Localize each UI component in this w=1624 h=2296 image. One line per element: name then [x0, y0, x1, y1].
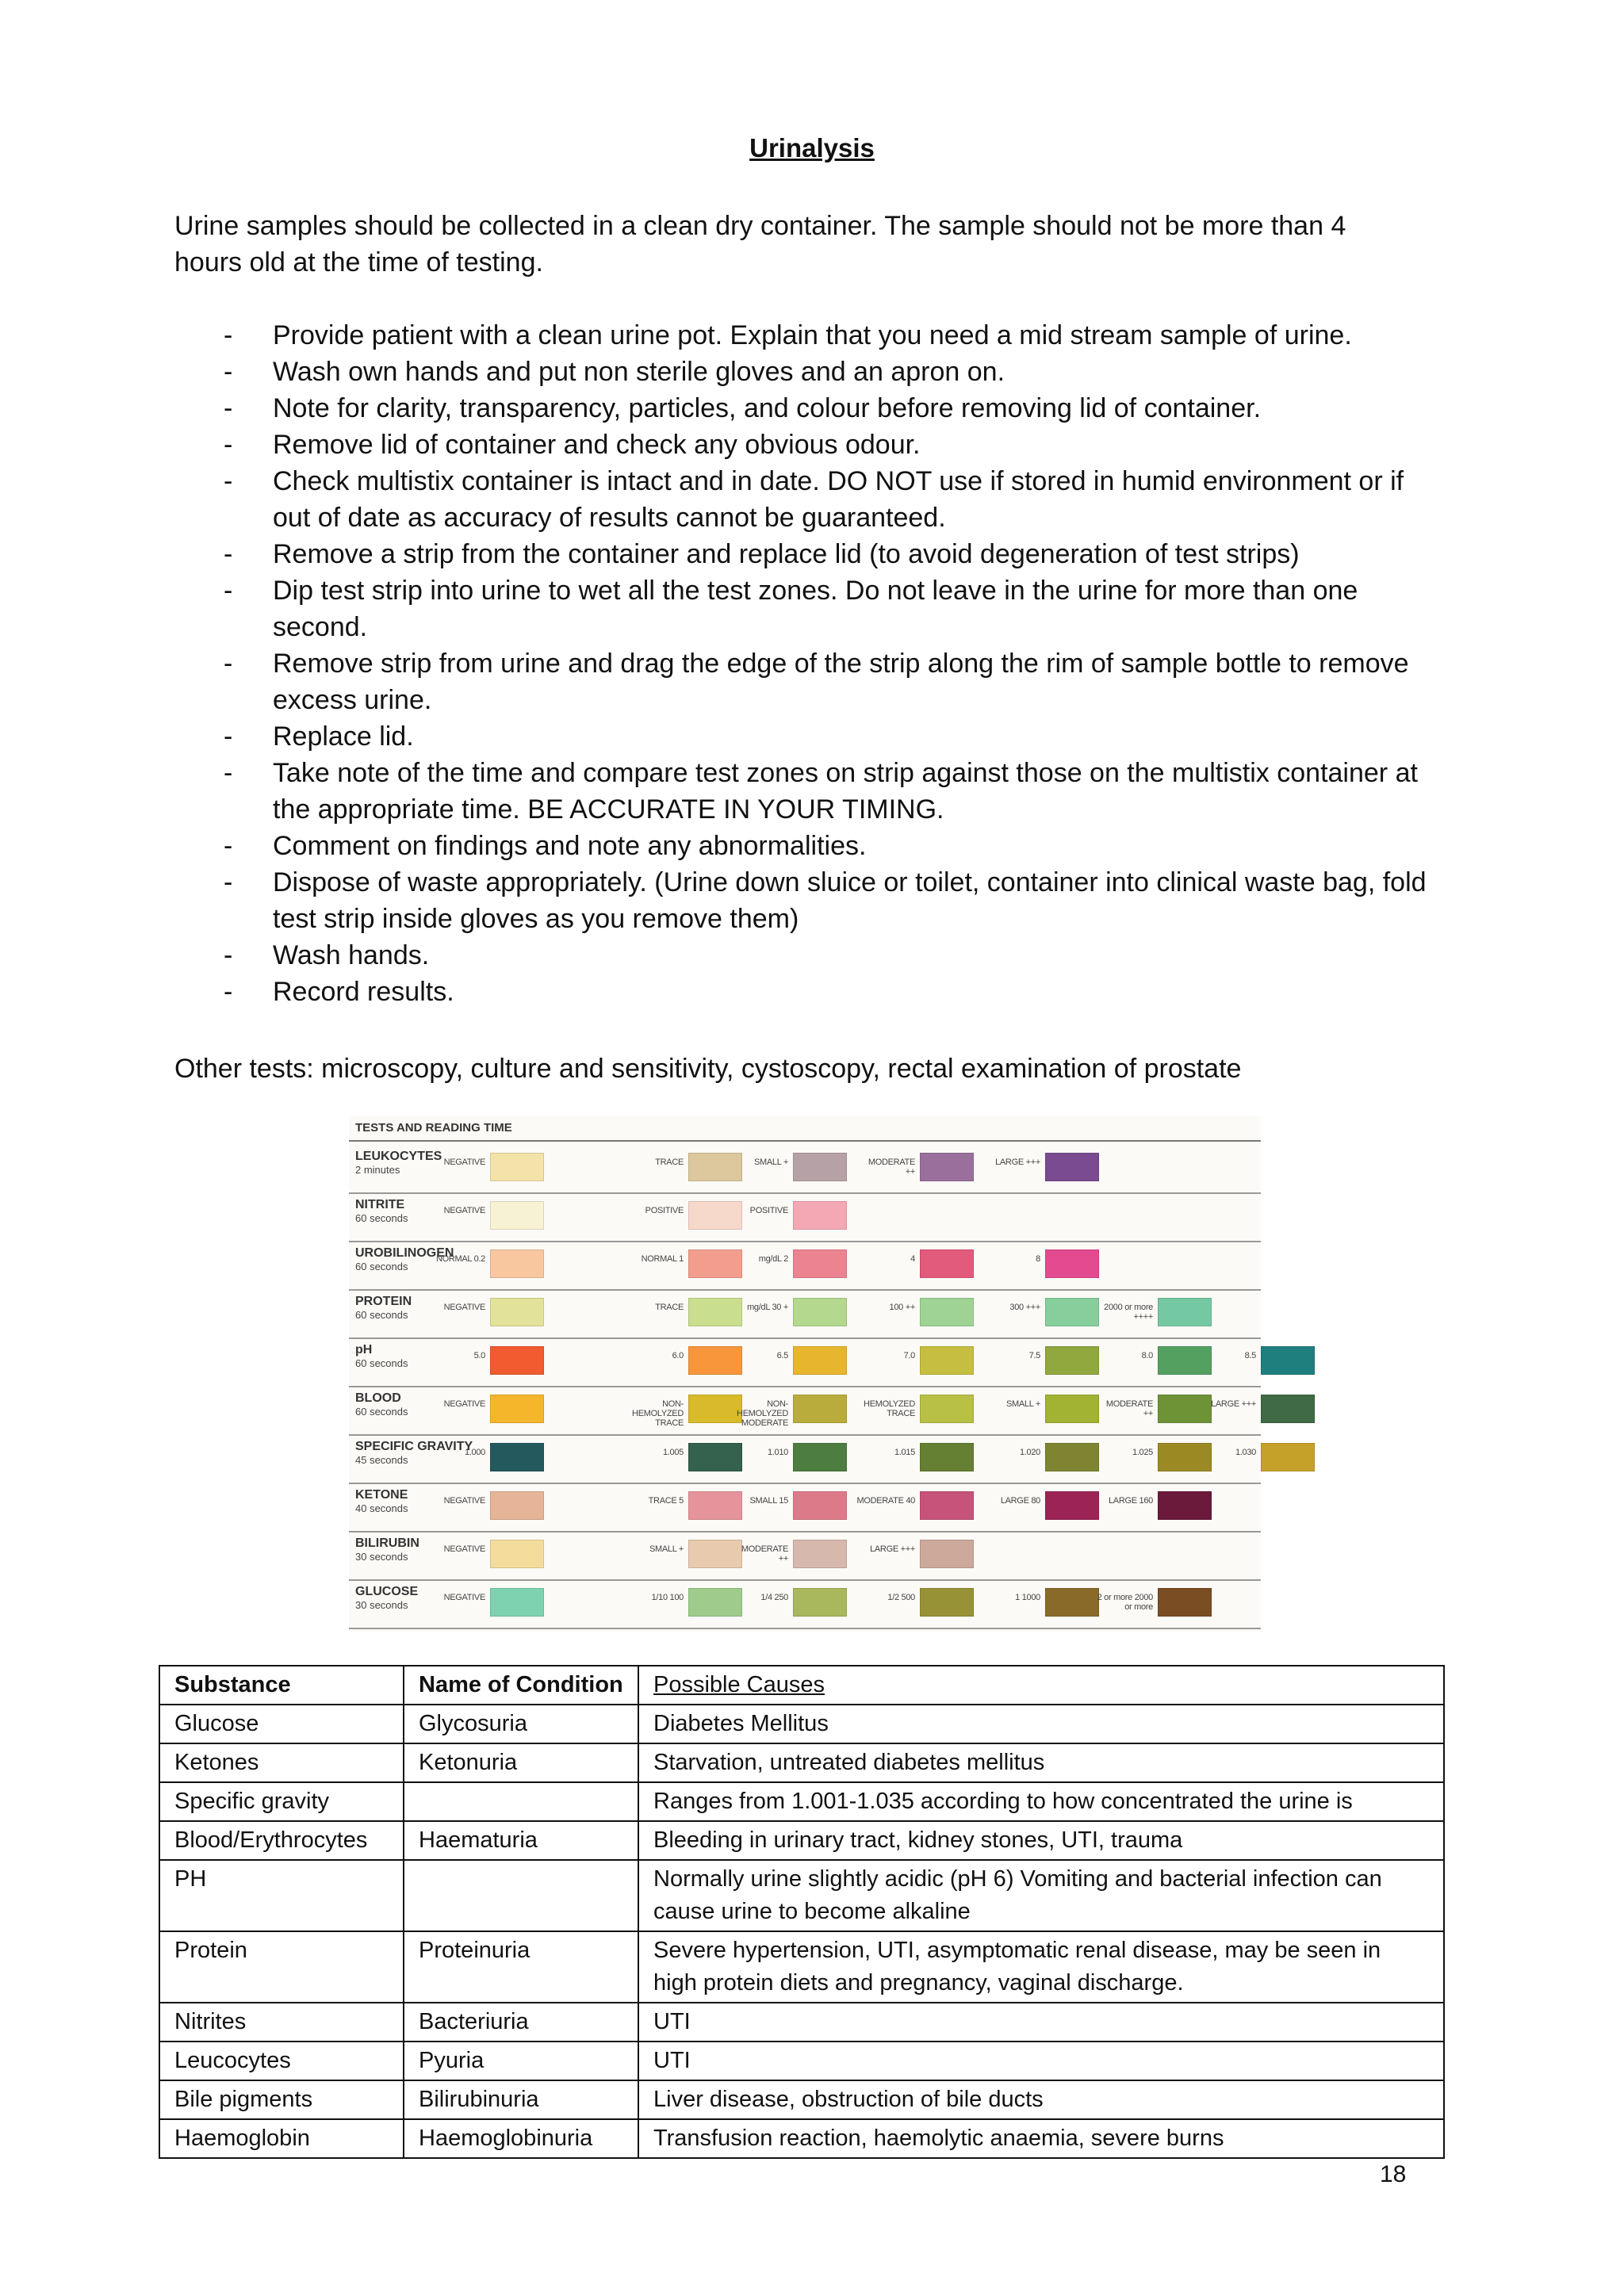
- colour-pad: [1045, 1395, 1099, 1423]
- list-item: [174, 427, 1443, 463]
- colour-pad: [490, 1153, 544, 1181]
- colour-pad: [1261, 1395, 1315, 1423]
- test-reading-time: 45 seconds: [355, 1454, 408, 1466]
- list-bullet: -: [224, 758, 233, 788]
- pad-label: MODERATE ++: [1105, 1399, 1153, 1418]
- condition-cell: Haemoglobinuria: [404, 2119, 638, 2158]
- colour-pad: [793, 1443, 847, 1471]
- header-causes: Possible Causes: [638, 1666, 1444, 1705]
- colour-pad: [920, 1491, 974, 1520]
- list-item: [174, 718, 1443, 755]
- pad-label: mg/dL 2: [758, 1254, 788, 1264]
- pad-label: 7.0: [903, 1351, 915, 1360]
- list-item: [174, 828, 1443, 864]
- pad-label: 8: [1036, 1254, 1040, 1264]
- colour-pad: [793, 1588, 847, 1617]
- list-item: [174, 864, 1443, 937]
- step-text: Remove strip from urine and drag the edge of the strip along the rim of sample bottle to remove excess urine.: [273, 649, 1409, 715]
- page-title: Urinalysis: [749, 133, 875, 163]
- test-reading-time: 30 seconds: [355, 1551, 408, 1563]
- step-text: Remove lid of container and check any obvious odour.: [273, 430, 921, 460]
- test-reading-time: 30 seconds: [355, 1599, 408, 1611]
- pad-label: NEGATIVE: [443, 1303, 485, 1312]
- colour-pad: [920, 1395, 974, 1423]
- condition-cell: Glycosuria: [404, 1705, 638, 1743]
- pad-label: SMALL +: [1005, 1399, 1040, 1409]
- pad-label: LARGE 80: [1000, 1496, 1040, 1506]
- list-item: [174, 755, 1443, 828]
- colour-pad: [793, 1540, 847, 1568]
- step-text: Note for clarity, transparency, particles, and colour before removing lid of container.: [273, 393, 1262, 423]
- list-item: [174, 390, 1443, 427]
- pad-label: LARGE +++: [1211, 1399, 1256, 1409]
- step-text: Take note of the time and compare test zones on strip against those on the multistix container at the appropriate time. BE ACCURATE IN YOUR TIMING.: [273, 758, 1418, 825]
- colour-pad: [490, 1249, 544, 1278]
- causes-cell: Starvation, untreated diabetes mellitus: [638, 1743, 1444, 1782]
- pad-label: TRACE: [655, 1303, 684, 1312]
- list-item: [174, 572, 1443, 645]
- header-condition: Name of Condition: [404, 1666, 638, 1705]
- pad-label: NEGATIVE: [443, 1399, 485, 1409]
- colour-pad: [1158, 1298, 1212, 1326]
- step-text: Provide patient with a clean urine pot. Explain that you need a mid stream sample of urine.: [273, 320, 1352, 350]
- step-text: Replace lid.: [273, 721, 414, 752]
- pad-label: 1/4 250: [760, 1593, 788, 1602]
- table-row: [159, 2119, 1444, 2158]
- test-name: BLOOD: [355, 1391, 401, 1405]
- table-header-row: [159, 1666, 1444, 1705]
- colour-pad: [1045, 1249, 1099, 1278]
- pad-label: MODERATE ++: [741, 1544, 788, 1563]
- test-name: LEUKOCYTES: [355, 1150, 442, 1163]
- colour-pad: [490, 1346, 544, 1375]
- causes-cell: Normally urine slightly acidic (pH 6) Vomiting and bacterial infection can cause urine to become alkaline: [638, 1860, 1444, 1931]
- colour-pad: [490, 1201, 544, 1230]
- table-row: [159, 2080, 1444, 2119]
- other-tests: Other tests: microscopy, culture and sensitivity, cystoscopy, rectal examination of prostate: [174, 1054, 1242, 1084]
- table-row: [159, 1821, 1444, 1860]
- pad-label: TRACE 5: [648, 1496, 684, 1506]
- colour-pad: [1045, 1491, 1099, 1520]
- colour-pad: [490, 1298, 544, 1326]
- colour-pad: [1261, 1346, 1315, 1375]
- pad-label: 1/2 500: [887, 1593, 915, 1602]
- pad-label: NORMAL 1: [641, 1254, 684, 1264]
- multistix-colour-chart: [349, 1116, 1261, 1632]
- causes-cell: Ranges from 1.001-1.035 according to how concentrated the urine is: [638, 1782, 1444, 1821]
- pad-label: 1.025: [1132, 1448, 1153, 1457]
- list-bullet: -: [224, 357, 233, 387]
- test-name: SPECIFIC GRAVITY: [355, 1440, 473, 1453]
- pad-label: SMALL +: [649, 1544, 684, 1554]
- condition-cell: [404, 1782, 638, 1821]
- pad-label: MODERATE 40: [856, 1496, 915, 1506]
- colour-pad: [490, 1443, 544, 1471]
- table-row: [159, 1782, 1444, 1821]
- test-reading-time: 60 seconds: [355, 1357, 408, 1369]
- list-item: [174, 463, 1443, 536]
- pad-label: 5.0: [473, 1351, 485, 1360]
- causes-cell: Liver disease, obstruction of bile ducts: [638, 2080, 1444, 2119]
- colour-pad: [490, 1540, 544, 1568]
- list-bullet: -: [224, 393, 233, 423]
- substance-cell: Blood/Erythrocytes: [159, 1821, 404, 1860]
- list-bullet: -: [224, 576, 233, 606]
- pad-label: NON-HEMOLYZED TRACE: [632, 1399, 684, 1428]
- pad-label: 2000 or more ++++: [1104, 1303, 1153, 1322]
- colour-pad: [793, 1491, 847, 1520]
- step-text: Wash own hands and put non sterile gloves and an apron on.: [273, 357, 1005, 387]
- pad-label: SMALL +: [753, 1158, 788, 1167]
- causes-cell: UTI: [638, 2003, 1444, 2042]
- step-text: Dip test strip into urine to wet all the test zones. Do not leave in the urine for more than one second.: [273, 576, 1358, 642]
- procedure-steps: [174, 317, 1443, 1010]
- chart-divider: [349, 1140, 1261, 1142]
- pad-label: 300 +++: [1009, 1303, 1040, 1312]
- causes-cell: Transfusion reaction, haemolytic anaemia, severe burns: [638, 2119, 1444, 2158]
- table-row: [159, 2042, 1444, 2080]
- pad-label: 1.010: [767, 1448, 788, 1457]
- chart-row: [349, 1193, 1261, 1242]
- step-text: Wash hands.: [273, 940, 430, 970]
- colour-pad: [920, 1249, 974, 1278]
- pad-label: NEGATIVE: [443, 1206, 485, 1215]
- pad-label: NEGATIVE: [443, 1496, 485, 1506]
- substance-cell: Specific gravity: [159, 1782, 404, 1821]
- condition-cell: [404, 1860, 638, 1931]
- condition-cell: Pyuria: [404, 2042, 638, 2080]
- table-body: [159, 1705, 1444, 2158]
- colour-pad: [920, 1298, 974, 1326]
- step-text: Comment on findings and note any abnormalities.: [273, 831, 867, 861]
- pad-label: LARGE 160: [1108, 1496, 1153, 1506]
- pad-label: POSITIVE: [749, 1206, 788, 1215]
- list-item: [174, 317, 1443, 354]
- pad-label: NORMAL 0.2: [435, 1254, 485, 1264]
- substance-cell: Bile pigments: [159, 2080, 404, 2119]
- colour-pad: [490, 1491, 544, 1520]
- substance-cell: Ketones: [159, 1743, 404, 1782]
- colour-pad: [1045, 1298, 1099, 1326]
- chart-row: [349, 1580, 1261, 1629]
- causes-cell: Severe hypertension, UTI, asymptomatic renal disease, may be seen in high protein diets and pregnancy, vaginal discharge.: [638, 1931, 1444, 2003]
- colour-pad: [793, 1395, 847, 1423]
- chart-row: [349, 1435, 1261, 1484]
- colour-pad: [793, 1298, 847, 1326]
- pad-label: 6.0: [672, 1351, 684, 1360]
- pad-label: TRACE: [655, 1158, 684, 1167]
- pad-label: LARGE +++: [870, 1544, 915, 1554]
- substance-cell: Glucose: [159, 1705, 404, 1743]
- causes-cell: Bleeding in urinary tract, kidney stones, UTI, trauma: [638, 1821, 1444, 1860]
- condition-cell: Bilirubinuria: [404, 2080, 638, 2119]
- pad-label: POSITIVE: [645, 1206, 684, 1215]
- condition-cell: Ketonuria: [404, 1743, 638, 1782]
- list-item: [174, 974, 1443, 1010]
- pad-label: mg/dL 30 +: [747, 1303, 788, 1312]
- test-name: KETONE: [355, 1488, 408, 1502]
- list-bullet: -: [224, 649, 233, 679]
- table-row: [159, 1931, 1444, 2003]
- colour-pad: [793, 1153, 847, 1181]
- substance-cell: Haemoglobin: [159, 2119, 404, 2158]
- condition-cell: Haematuria: [404, 1821, 638, 1860]
- test-reading-time: 40 seconds: [355, 1502, 408, 1514]
- chart-row: [349, 1483, 1261, 1533]
- test-name: BILIRUBIN: [355, 1536, 419, 1550]
- colour-pad: [1045, 1588, 1099, 1617]
- header-substance: Substance: [159, 1666, 404, 1705]
- pad-label: MODERATE ++: [868, 1158, 915, 1177]
- colour-pad: [920, 1346, 974, 1375]
- colour-pad: [920, 1153, 974, 1181]
- colour-pad: [920, 1443, 974, 1471]
- test-reading-time: 60 seconds: [355, 1406, 408, 1418]
- list-bullet: -: [224, 940, 233, 970]
- colour-pad: [793, 1201, 847, 1230]
- step-text: Dispose of waste appropriately. (Urine down sluice or toilet, container into clinical waste bag, fold test strip inside gloves as you remove them): [273, 867, 1427, 934]
- chart-header: TESTS AND READING TIME: [355, 1121, 512, 1135]
- substance-cell: PH: [159, 1860, 404, 1931]
- colour-pad: [793, 1346, 847, 1375]
- list-item: [174, 937, 1443, 974]
- colour-pad: [1045, 1443, 1099, 1471]
- pad-label: 6.5: [776, 1351, 788, 1360]
- colour-pad: [1261, 1443, 1315, 1471]
- step-text: Record results.: [273, 977, 454, 1007]
- chart-row: [349, 1532, 1261, 1581]
- pad-label: 8.0: [1141, 1351, 1153, 1360]
- list-bullet: -: [224, 831, 233, 861]
- table-row: [159, 1860, 1444, 1931]
- pad-label: 1.015: [894, 1448, 915, 1457]
- colour-pad: [1045, 1346, 1099, 1375]
- colour-pad: [920, 1540, 974, 1568]
- list-item: [174, 645, 1443, 718]
- pad-label: NON-HEMOLYZED MODERATE: [737, 1399, 788, 1428]
- test-name: PROTEIN: [355, 1295, 412, 1308]
- test-name: pH: [355, 1343, 373, 1357]
- causes-cell: UTI: [638, 2042, 1444, 2080]
- chart-row: [349, 1145, 1261, 1194]
- list-bullet: -: [224, 539, 233, 569]
- list-bullet: -: [224, 867, 233, 897]
- list-item: [174, 354, 1443, 390]
- colour-pad: [490, 1588, 544, 1617]
- causes-cell: Diabetes Mellitus: [638, 1705, 1444, 1743]
- step-text: Remove a strip from the container and replace lid (to avoid degeneration of test strips): [273, 539, 1300, 569]
- test-name: GLUCOSE: [355, 1585, 419, 1598]
- list-bullet: -: [224, 977, 233, 1007]
- colour-pad: [793, 1249, 847, 1278]
- pad-label: 1/10 100: [651, 1593, 684, 1602]
- test-reading-time: 60 seconds: [355, 1261, 408, 1272]
- test-reading-time: 60 seconds: [355, 1212, 408, 1224]
- pad-label: 8.5: [1244, 1351, 1256, 1360]
- list-bullet: -: [224, 466, 233, 496]
- test-name: UROBILINOGEN: [355, 1246, 454, 1260]
- condition-cell: Proteinuria: [404, 1931, 638, 2003]
- list-item: [174, 536, 1443, 572]
- chart-row: [349, 1290, 1261, 1339]
- pad-label: 1.030: [1235, 1448, 1256, 1457]
- page-number: 18: [1380, 2161, 1407, 2187]
- substance-cell: Leucocytes: [159, 2042, 404, 2080]
- intro-paragraph: Urine samples should be collected in a clean dry container. The sample should not be more than 4 hours old at the time of testing.: [174, 211, 1346, 277]
- colour-pad: [920, 1588, 974, 1617]
- substance-table: [159, 1665, 1445, 2159]
- pad-label: NEGATIVE: [443, 1544, 485, 1554]
- pad-label: 100 ++: [889, 1303, 915, 1312]
- pad-label: 4: [910, 1254, 915, 1264]
- condition-cell: Bacteriuria: [404, 2003, 638, 2042]
- colour-pad: [1158, 1588, 1212, 1617]
- pad-label: 1.005: [662, 1448, 684, 1457]
- colour-pad: [490, 1395, 544, 1423]
- table-row: [159, 1743, 1444, 1782]
- colour-pad: [1045, 1153, 1099, 1181]
- table-row: [159, 1705, 1444, 1743]
- pad-label: NEGATIVE: [443, 1593, 485, 1602]
- test-reading-time: 2 minutes: [355, 1164, 400, 1176]
- pad-label: LARGE +++: [995, 1158, 1040, 1167]
- chart-row: [349, 1387, 1261, 1436]
- pad-label: 1.000: [464, 1448, 485, 1457]
- test-reading-time: 60 seconds: [355, 1309, 408, 1321]
- substance-cell: Protein: [159, 1931, 404, 2003]
- pad-label: 7.5: [1028, 1351, 1040, 1360]
- table-row: [159, 2003, 1444, 2042]
- chart-row: [349, 1338, 1261, 1387]
- pad-label: 1.020: [1019, 1448, 1040, 1457]
- pad-label: SMALL 15: [749, 1496, 788, 1506]
- pad-label: HEMOLYZED TRACE: [864, 1399, 915, 1418]
- list-bullet: -: [224, 430, 233, 460]
- chart-row: [349, 1242, 1261, 1291]
- step-text: Check multistix container is intact and in date. DO NOT use if stored in humid environment or if out of date as accuracy of results cannot be guaranteed.: [273, 466, 1404, 533]
- pad-label: 1 1000: [1015, 1593, 1040, 1602]
- pad-label: 2 or more 2000 or more: [1097, 1593, 1153, 1612]
- substance-cell: Nitrites: [159, 2003, 404, 2042]
- list-bullet: -: [224, 721, 233, 752]
- test-name: NITRITE: [355, 1198, 405, 1211]
- pad-label: NEGATIVE: [443, 1158, 485, 1167]
- colour-pad: [1158, 1491, 1212, 1520]
- list-bullet: -: [224, 320, 233, 350]
